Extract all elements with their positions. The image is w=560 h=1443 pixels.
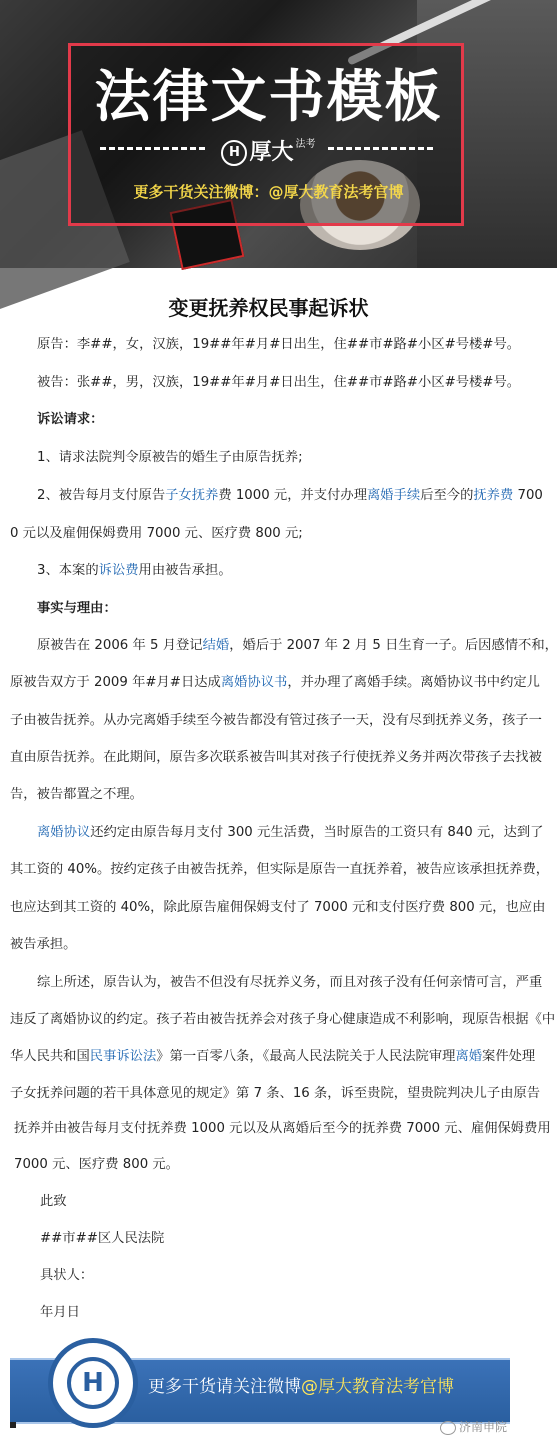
banner-follow-text: 更多干货关注微博：@厚大教育法考官博	[133, 183, 404, 201]
para3-line2: 违反了离婚协议的约定。孩子若由被告抚养会对孩子身心健康造成不利影响，现原告根据《中	[10, 1012, 556, 1027]
text-run: 3、本案的	[37, 563, 99, 578]
text-run: 华人民共和国	[10, 1049, 90, 1064]
text-run: 原被告双方于 2009 年#月#日达成	[10, 675, 221, 690]
text-run: 后至今的	[420, 488, 474, 503]
brand-logo-icon: H	[221, 140, 247, 166]
weibo-icon	[440, 1421, 456, 1435]
text-run: ，并办理了离婚手续。离婚协议书中约定儿	[287, 675, 540, 690]
claim-2-line-2: 0 元以及雇佣保姆费用 7000 元、医疗费 800 元;	[10, 526, 303, 541]
text-run: 还约定由原告每月支付 300 元生活费，当时原告的工资只有 840 元，达到了	[90, 825, 544, 840]
para1-line5: 告，被告都置之不理。	[10, 787, 143, 802]
defendant-line: 被告：张##，男，汉族，19##年#月#日出生，住##市#路#小区#号楼#号。	[37, 375, 521, 390]
watermark	[440, 1418, 507, 1435]
para2-line1	[37, 821, 557, 840]
facts-heading: 事实与理由：	[37, 601, 117, 616]
claim-3	[37, 559, 557, 578]
para1-line1	[37, 634, 557, 653]
text-run: 2、被告每月支付原告	[37, 488, 166, 503]
text-run: 原被告在 2006 年 5 月登记	[37, 638, 203, 653]
para1-line4: 直由原告抚养。在此期间，原告多次联系被告叫其对孩子行使抚养义务并两次带孩子去找被	[10, 750, 542, 765]
para1-line2	[10, 671, 540, 690]
para3-line1: 综上所述，原告认为，被告不但没有尽抚养义务，而且对孩子没有任何亲情可言，严重	[37, 975, 543, 990]
text-run: ，婚后于 2007 年 2 月 5 日生育一子。后因感情不和，	[229, 638, 558, 653]
brand-name: 厚大	[249, 140, 294, 165]
brand-sub: 法考	[295, 139, 316, 150]
para2-line4: 被告承担。	[10, 937, 77, 952]
watermark-text: 济南申院	[459, 1420, 508, 1434]
text-run: 费 1000 元，并支付办理	[218, 488, 367, 503]
para3-line3	[10, 1045, 536, 1064]
text-run: 》第一百零八条，《最高人民法院关于人民法院审理	[156, 1049, 456, 1064]
footer-weibo-handle[interactable]: @厚大教育法考官博	[301, 1377, 454, 1397]
date-label: 年月日	[40, 1305, 80, 1320]
link-divorce[interactable]: 离婚	[455, 1049, 483, 1064]
banner-brand	[0, 135, 537, 166]
signer-label: 具状人：	[40, 1268, 94, 1283]
link-litigation-fee[interactable]: 诉讼费	[98, 563, 139, 578]
footer-text-main: 更多干货请关注微博	[148, 1377, 301, 1397]
banner-title: 法律文书模板	[94, 65, 443, 130]
link-divorce-procedure[interactable]: 离婚手续	[367, 488, 421, 503]
para1-line3: 子由被告抚养。从办完离婚手续至今被告都没有管过孩子一天，没有尽到抚养义务，孩子一	[10, 713, 542, 728]
link-divorce-agreement-2[interactable]: 离婚协议	[37, 825, 91, 840]
footer-follow-text[interactable]	[148, 1372, 454, 1397]
text-run: 700	[513, 488, 543, 503]
text-run: 用由被告承担。	[138, 563, 232, 578]
para3-line5: 抚养并由被告每月支付抚养费 1000 元以及从离婚后至今的抚养费 7000 元、雇佣保姆费用	[14, 1121, 551, 1136]
claims-heading: 诉讼请求：	[37, 412, 104, 427]
court-name: ##市##区人民法院	[40, 1231, 165, 1246]
claim-1: 1、请求法院判令原被告的婚生子由原告抚养;	[37, 450, 303, 465]
link-divorce-agreement[interactable]: 离婚协议书	[220, 675, 288, 690]
footer-logo	[48, 1338, 138, 1428]
text-run: 案件处理	[482, 1049, 536, 1064]
document-title: 变更抚养权民事起诉状	[168, 296, 369, 320]
para3-line6: 7000 元、医疗费 800 元。	[14, 1157, 179, 1172]
link-civil-procedure-law[interactable]: 民事诉讼法	[89, 1049, 157, 1064]
link-support-fee[interactable]: 抚养费	[473, 488, 514, 503]
para2-line2: 其工资的 40%。按约定孩子由被告抚养，但实际是原告一直抚养着，被告应该承担抚养费，	[10, 862, 550, 877]
closing: 此致	[40, 1194, 67, 1209]
plaintiff-line: 原告：李##，女，汉族，19##年#月#日出生，住##市#路#小区#号楼#号。	[37, 337, 521, 352]
header-banner	[0, 0, 537, 268]
para3-line4: 子女抚养问题的若干具体意见的规定》第 7 条、16 条，诉至贵院，望贵院判决儿子由原告	[10, 1086, 541, 1101]
claim-2-line-1	[37, 484, 557, 503]
para2-line3: 也应达到其工资的 40%，除此原告雇佣保姆支付了 7000 元和支付医疗费 800 元，也应由	[10, 900, 546, 915]
link-child-support[interactable]: 子女抚养	[165, 488, 219, 503]
link-marriage[interactable]: 结婚	[202, 638, 230, 653]
footer-logo-mark: H	[67, 1357, 119, 1409]
